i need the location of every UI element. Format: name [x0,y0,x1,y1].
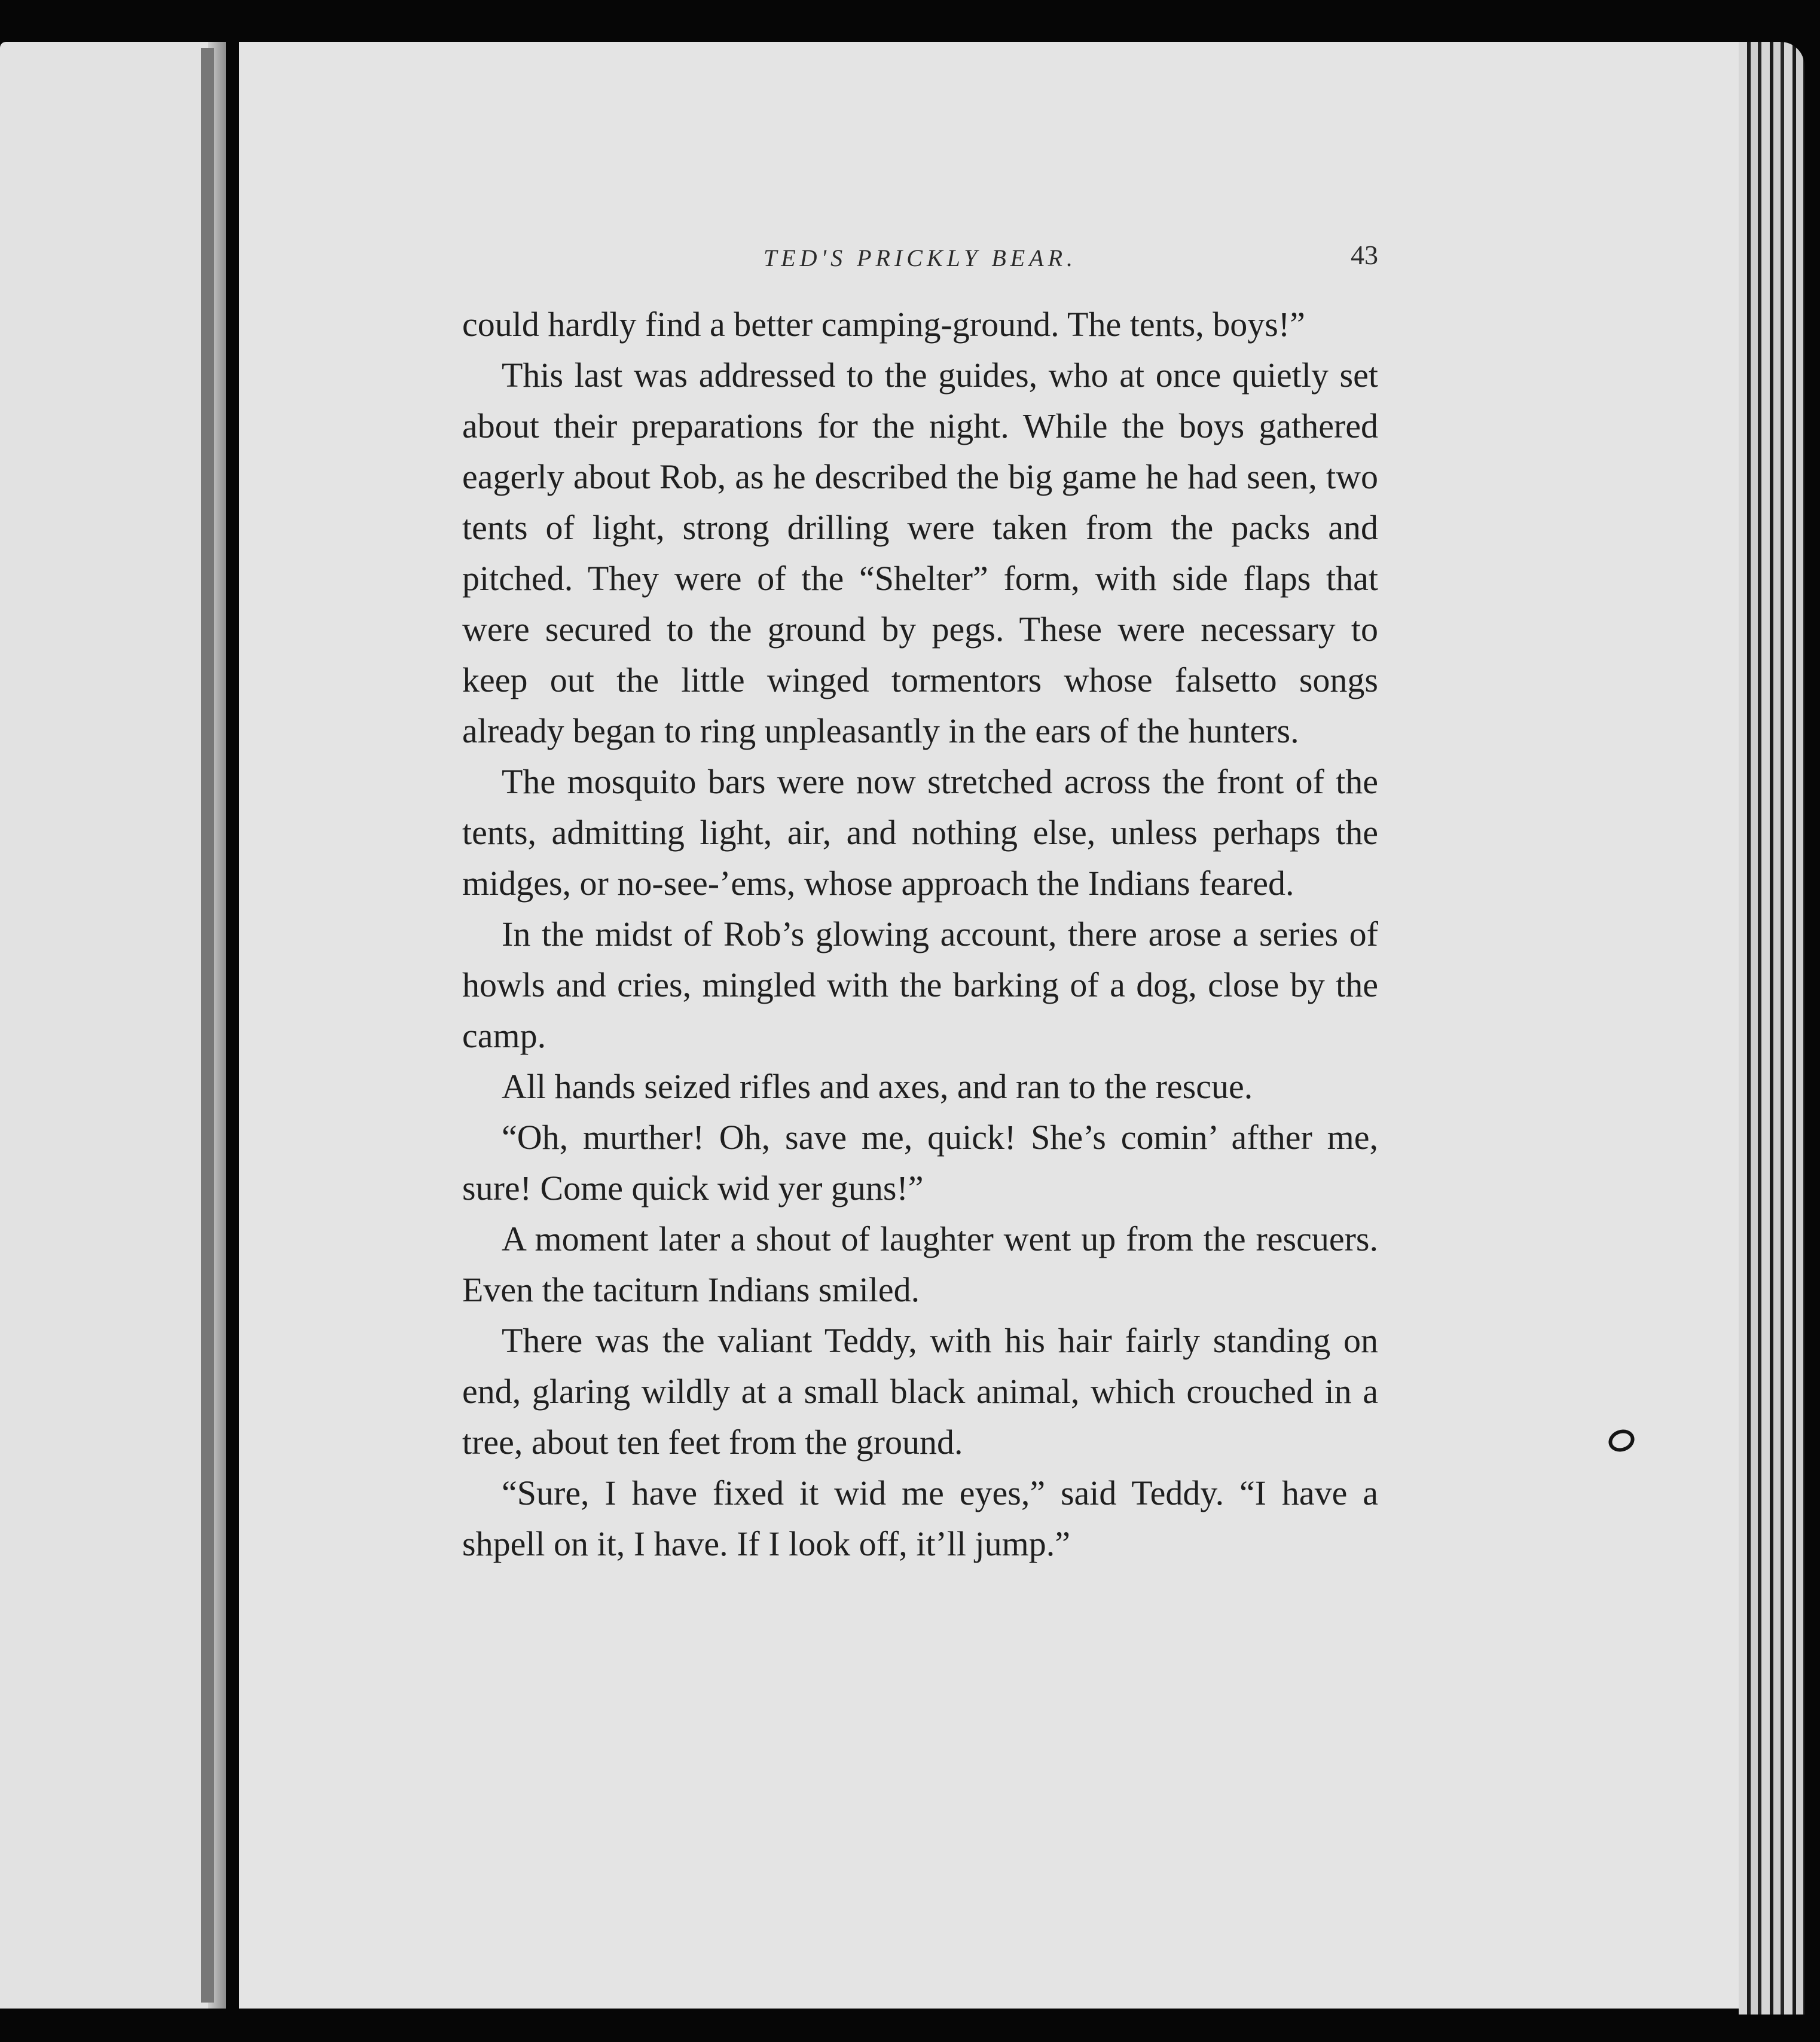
running-head [462,233,1378,299]
page-number: 43 [1351,240,1378,270]
paragraph-7: A moment later a shout of laughter went up from the rescuers. Even the taciturn Indians smiled. [462,1219,1378,1309]
paragraph-2: This last was addressed to the guides, who at once quietly set about their preparations for the night. While the boys gathered eagerly about Rob, as he described the big game he had seen, two tents of light, strong drilling were taken from the packs and pitched. They were of the “Shelter” form, with side flaps that were secured to the ground by pegs. These were necessary to keep out the little winged tormentors whose falsetto songs already began to ring unpleasantly in the ears of the hunters. [462,356,1378,750]
left-page [0,42,226,2009]
paragraph-5: All hands seized rifles and axes, and ran to the rescue. [502,1067,1253,1106]
paragraph-8: There was the valiant Teddy, with his hair fairly standing on end, glaring wildly at a small black animal, which crouched in a tree, about ten feet from the ground. [462,1321,1378,1462]
paragraph-9: “Sure, I have fixed it wid me eyes,” said Teddy. “I have a shpell on it, I have. If I look off, it’ll jump.” [462,1474,1378,1563]
paragraph-3: The mosquito bars were now stretched across the front of the tents, admitting light, air, and nothing else, unless perhaps the midges, or no-see-’ems, whose approach the Indians feared. [462,762,1378,903]
paragraph-1: could hardly find a better camping-ground. The tents, boys!” [462,305,1305,344]
paragraph-6: “Oh, murther! Oh, save me, quick! She’s comin’ afther me, sure! Come quick wid yer guns!” [462,1118,1378,1208]
page-text [462,233,1378,1569]
paragraph-4: In the midst of Rob’s glowing account, there arose a series of howls and cries, mingled with the barking of a dog, close by the camp. [462,915,1378,1055]
book-gutter [201,48,214,2003]
running-head-title: TED'S PRICKLY BEAR. [763,244,1077,271]
page-edges [1739,42,1804,2015]
